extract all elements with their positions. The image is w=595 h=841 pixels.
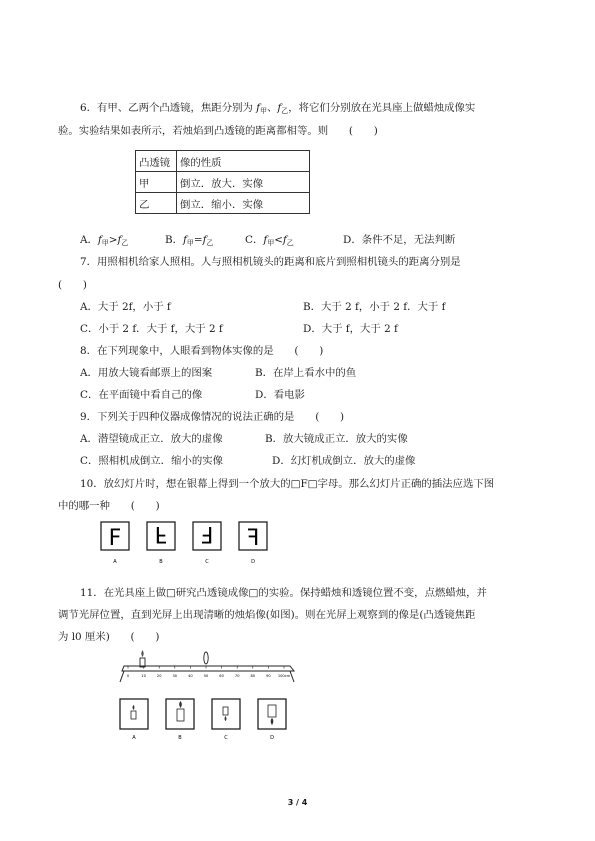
ruler-tick-label: 70 [234, 674, 240, 678]
q9-option-b: B．放大镜成正立．放大的实像 [265, 433, 408, 445]
ruler-tick-label: 50 [203, 674, 209, 678]
image-label: B [178, 735, 182, 741]
ruler-tick-label: 0 [126, 674, 130, 678]
table-header-row [136, 151, 310, 172]
flame-image [225, 716, 227, 721]
q6-option-d: D．条件不足，无法判断 [343, 234, 456, 246]
flame-image [179, 701, 182, 708]
table-row [136, 193, 310, 214]
q11-line-3: 为 l0 厘米) ( ) [58, 631, 160, 643]
ruler-tick-label: 30 [172, 674, 178, 678]
q8-option-c: C．在平面镜中看自己的像 [80, 389, 203, 401]
q9-option-d: D．幻灯机成倒立．放大的虚像 [272, 455, 416, 467]
q6-line-2: 验。实验结果如表所示，若烛焰到凸透镜的距离都相等。则 ( ) [58, 125, 378, 137]
optical-bench-figure [118, 650, 298, 692]
screen-frame [212, 699, 240, 729]
candle-image [177, 709, 184, 721]
slide-label: C [205, 559, 209, 565]
table-cell: 倒立．缩小．实像 [177, 193, 310, 214]
q6-option-b: B．$f_甲=f_乙$ [165, 234, 214, 247]
flame-image [271, 718, 274, 725]
q7-paren: ( ) [58, 279, 87, 291]
ruler-tick-label: 40 [188, 674, 193, 678]
screen-frame [120, 699, 148, 729]
candle-image [223, 707, 228, 715]
image-option-d [258, 699, 286, 741]
q8-stem: 8．在下列现象中，人眼看到物体实像的是 ( ) [80, 345, 324, 357]
q8-option-a: A．用放大镜看邮票上的图案 [80, 367, 213, 379]
slide-orientation-figure [100, 519, 275, 567]
table-header-cell: 像的性质 [177, 151, 310, 172]
flame-image-options [118, 697, 298, 743]
lens-property-table [135, 150, 310, 214]
slide-letter: F [246, 526, 260, 551]
q11-line-2: 调节光屏位置，直到光屏上出现清晰的烛焰像(如图)。则在光屏上观察到的像是(凸透镜焦距 [58, 609, 476, 621]
q11-line-1: 11．在光具座上做□研究凸透镜成像□的实验。保持蜡烛和透镜位置不变，点燃蜡烛，并 [80, 587, 487, 599]
slide-option-c [193, 521, 221, 565]
table-cell: 乙 [136, 193, 177, 214]
slide-letter: F [108, 526, 122, 551]
bench-leg [120, 671, 124, 682]
table-row [136, 172, 310, 193]
q6-option-a: A．$f_甲>f_乙$ [80, 234, 129, 247]
q7-stem: 7．用照相机给家人照相。人与照相机镜头的距离和底片到照相机镜头的距离分别是 [80, 256, 461, 268]
table-cell: 倒立．放大．实像 [177, 172, 310, 193]
ruler-ticks [127, 666, 291, 678]
ruler-tick-label: 60 [219, 674, 224, 678]
slide-label: D [251, 559, 255, 565]
bench-leg [290, 671, 294, 682]
image-option-b [166, 699, 194, 741]
flame-image [133, 705, 135, 710]
q8-option-d: D．看电影 [255, 389, 305, 401]
q9-option-a: A．潜望镜成正立．放大的虚像 [80, 433, 223, 445]
page-number: 3 / 4 [287, 798, 308, 807]
image-label: C [224, 735, 228, 741]
image-label: D [270, 735, 274, 741]
q9-stem: 9．下列关于四种仪器成像情况的说法正确的是 ( ) [80, 411, 345, 423]
table-cell: 甲 [136, 172, 177, 193]
slide-option-a [101, 522, 129, 565]
q6-line-1: 6．有甲、乙两个凸透镜，焦距分别为 $f_甲$、$f_乙$，将它们分别放在光具座上做蜡烛成像实 [80, 102, 476, 115]
candle-image [268, 705, 276, 717]
slide-option-b [147, 521, 175, 565]
q7-option-b: B．大于 2 f，小于 2 f．大于 f [303, 301, 446, 313]
ruler-tick-label: 100cm [277, 674, 291, 678]
q6-option-c: C．$f_甲<f_乙$ [245, 234, 294, 247]
image-label: A [132, 735, 136, 741]
q10-line-1: 10．放幻灯片时，想在银幕上得到一个放大的□F□字母。那么幻灯片正确的插法应选下图 [80, 478, 495, 490]
ruler-tick-label: 20 [156, 674, 162, 678]
slide-label: B [159, 559, 163, 565]
slide-label: A [113, 559, 117, 565]
q7-option-d: D．大于 f，大于 2 f [303, 323, 398, 335]
q8-option-b: B．在岸上看水中的鱼 [255, 367, 357, 379]
candle-icon [140, 650, 145, 667]
image-option-c [212, 699, 240, 741]
ruler-tick-label: 10 [141, 674, 146, 678]
slide-option-d [239, 522, 267, 565]
q9-option-c: C．照相机成倒立．缩小的实像 [80, 455, 224, 467]
q7-option-c: C．小于 2 f．大于 f，大于 2 f [80, 323, 223, 335]
candle-image [131, 711, 136, 719]
q7-option-a: A．大于 2f，小于 f [80, 301, 171, 313]
lens-icon [204, 652, 208, 664]
image-option-a [120, 699, 148, 741]
table-header-cell: 凸透镜 [136, 151, 177, 172]
ruler-tick-label: 90 [266, 674, 271, 678]
slide-letter: F [200, 521, 214, 546]
q10-line-2: 中的哪一种 ( ) [58, 500, 160, 512]
slide-letter: F [154, 521, 168, 546]
ruler-tick-label: 80 [250, 674, 256, 678]
